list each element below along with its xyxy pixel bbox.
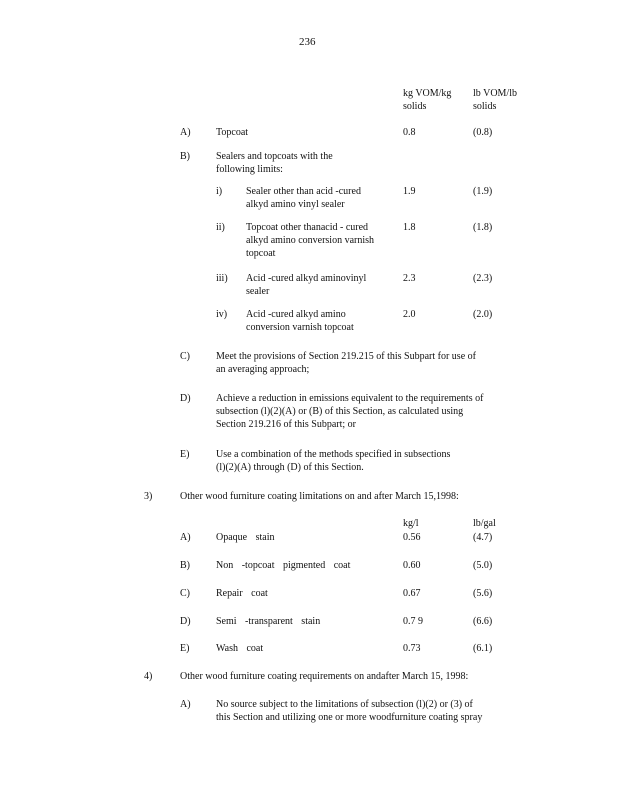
row-label: A)	[180, 532, 191, 543]
item-text-line: No source subject to the limitations of subsection (l)(2) or (3) of	[216, 699, 473, 710]
value-kg: 0.67	[403, 588, 421, 599]
column-header-lb	[473, 87, 517, 113]
page-number: 236	[299, 36, 316, 48]
subitem-text-line: alkyd amino vinyl sealer	[246, 199, 345, 210]
section-number: 4)	[144, 671, 153, 682]
item-text-line: Meet the provisions of Section 219.215 of this Subpart for use of	[216, 351, 476, 362]
subitem-label: iv)	[216, 309, 228, 320]
column-header-lb-line2: solids	[473, 101, 497, 112]
item-label: D)	[180, 393, 191, 404]
item-text-line: Achieve a reduction in emissions equivalent to the requirements of	[216, 393, 484, 404]
subitem-text-line: Acid -cured alkyd amino	[246, 309, 346, 320]
subitem-text-line: Topcoat other thanacid - cured	[246, 222, 369, 233]
column-header-lb-per-gal: lb/gal	[473, 518, 496, 529]
value-kg: 1.8	[403, 222, 416, 233]
value-lb: (6.6)	[473, 616, 493, 627]
subitem-text	[246, 272, 374, 298]
row-text: Non -topcoat pigmented coat	[216, 560, 351, 571]
subitem-text-line: Acid -cured alkyd aminovinyl	[246, 273, 367, 284]
value-lb: (5.6)	[473, 588, 493, 599]
row-text: Opaque stain	[216, 532, 275, 543]
row-label: B)	[180, 560, 190, 571]
value-kg: 2.0	[403, 309, 416, 320]
item-text-line: Use a combination of the methods specified in subsections	[216, 449, 451, 460]
item-label: A)	[180, 699, 191, 710]
value-kg: 2.3	[403, 273, 416, 284]
value-lb: (6.1)	[473, 643, 493, 654]
value-lb: (2.3)	[473, 273, 493, 284]
item-label: A)	[180, 127, 191, 138]
item-text	[216, 448, 492, 474]
row-label: C)	[180, 588, 190, 599]
item-text-line: following limits:	[216, 164, 283, 175]
value-lb: (4.7)	[473, 532, 493, 543]
value-kg: 0.8	[403, 127, 416, 138]
column-header-lb-line1: lb VOM/lb	[473, 88, 517, 99]
value-lb: (1.9)	[473, 186, 493, 197]
column-header-kg	[403, 87, 451, 113]
value-kg: 0.60	[403, 560, 421, 571]
column-header-kg-line1: kg VOM/kg	[403, 88, 452, 99]
section-text: Other wood furniture coating requirements on andafter March 15, 1998:	[180, 671, 469, 682]
item-text-line: this Section and utilizing one or more woodfurniture coating spray	[216, 712, 483, 723]
subitem-text	[246, 221, 396, 260]
item-text	[216, 698, 532, 724]
item-text-line: an averaging approach;	[216, 364, 310, 375]
item-text	[216, 350, 531, 376]
item-text-line: Section 219.216 of this Subpart; or	[216, 419, 356, 430]
row-text: Semi -transparent stain	[216, 616, 321, 627]
row-label: D)	[180, 616, 191, 627]
row-label: E)	[180, 643, 190, 654]
item-text-line: (l)(2)(A) through (D) of this Section.	[216, 462, 364, 473]
value-kg: 0.7 9	[403, 616, 423, 627]
row-text: Repair coat	[216, 588, 268, 599]
subitem-text-line: conversion varnish topcoat	[246, 322, 354, 333]
subitem-label: ii)	[216, 222, 225, 233]
value-kg: 1.9	[403, 186, 416, 197]
column-header-kg-per-l: kg/l	[403, 518, 419, 529]
item-label: E)	[180, 449, 190, 460]
value-kg: 0.73	[403, 643, 421, 654]
value-lb: (2.0)	[473, 309, 493, 320]
section-number: 3)	[144, 491, 153, 502]
item-text-line: Sealers and topcoats with the	[216, 151, 333, 162]
item-text	[216, 150, 356, 176]
subitem-text-line: topcoat	[246, 248, 276, 259]
value-lb: (0.8)	[473, 127, 493, 138]
subitem-text	[246, 308, 371, 334]
item-label: B)	[180, 151, 190, 162]
subitem-text-line: Sealer other than acid -cured	[246, 186, 361, 197]
subitem-label: i)	[216, 186, 223, 197]
value-kg: 0.56	[403, 532, 421, 543]
subitem-text-line: alkyd amino conversion varnish	[246, 235, 375, 246]
subitem-text-line: sealer	[246, 286, 270, 297]
row-text: Wash coat	[216, 643, 264, 654]
subitem-label: iii)	[216, 273, 228, 284]
column-header-kg-line2: solids	[403, 101, 427, 112]
item-text-line: subsection (l)(2)(A) or (B) of this Section, as calculated using	[216, 406, 464, 417]
section-text: Other wood furniture coating limitations on and after March 15,1998:	[180, 491, 459, 502]
item-text	[216, 392, 540, 431]
value-lb: (1.8)	[473, 222, 493, 233]
value-lb: (5.0)	[473, 560, 493, 571]
item-label: C)	[180, 351, 190, 362]
item-text: Topcoat	[216, 127, 249, 138]
subitem-text	[246, 185, 378, 211]
